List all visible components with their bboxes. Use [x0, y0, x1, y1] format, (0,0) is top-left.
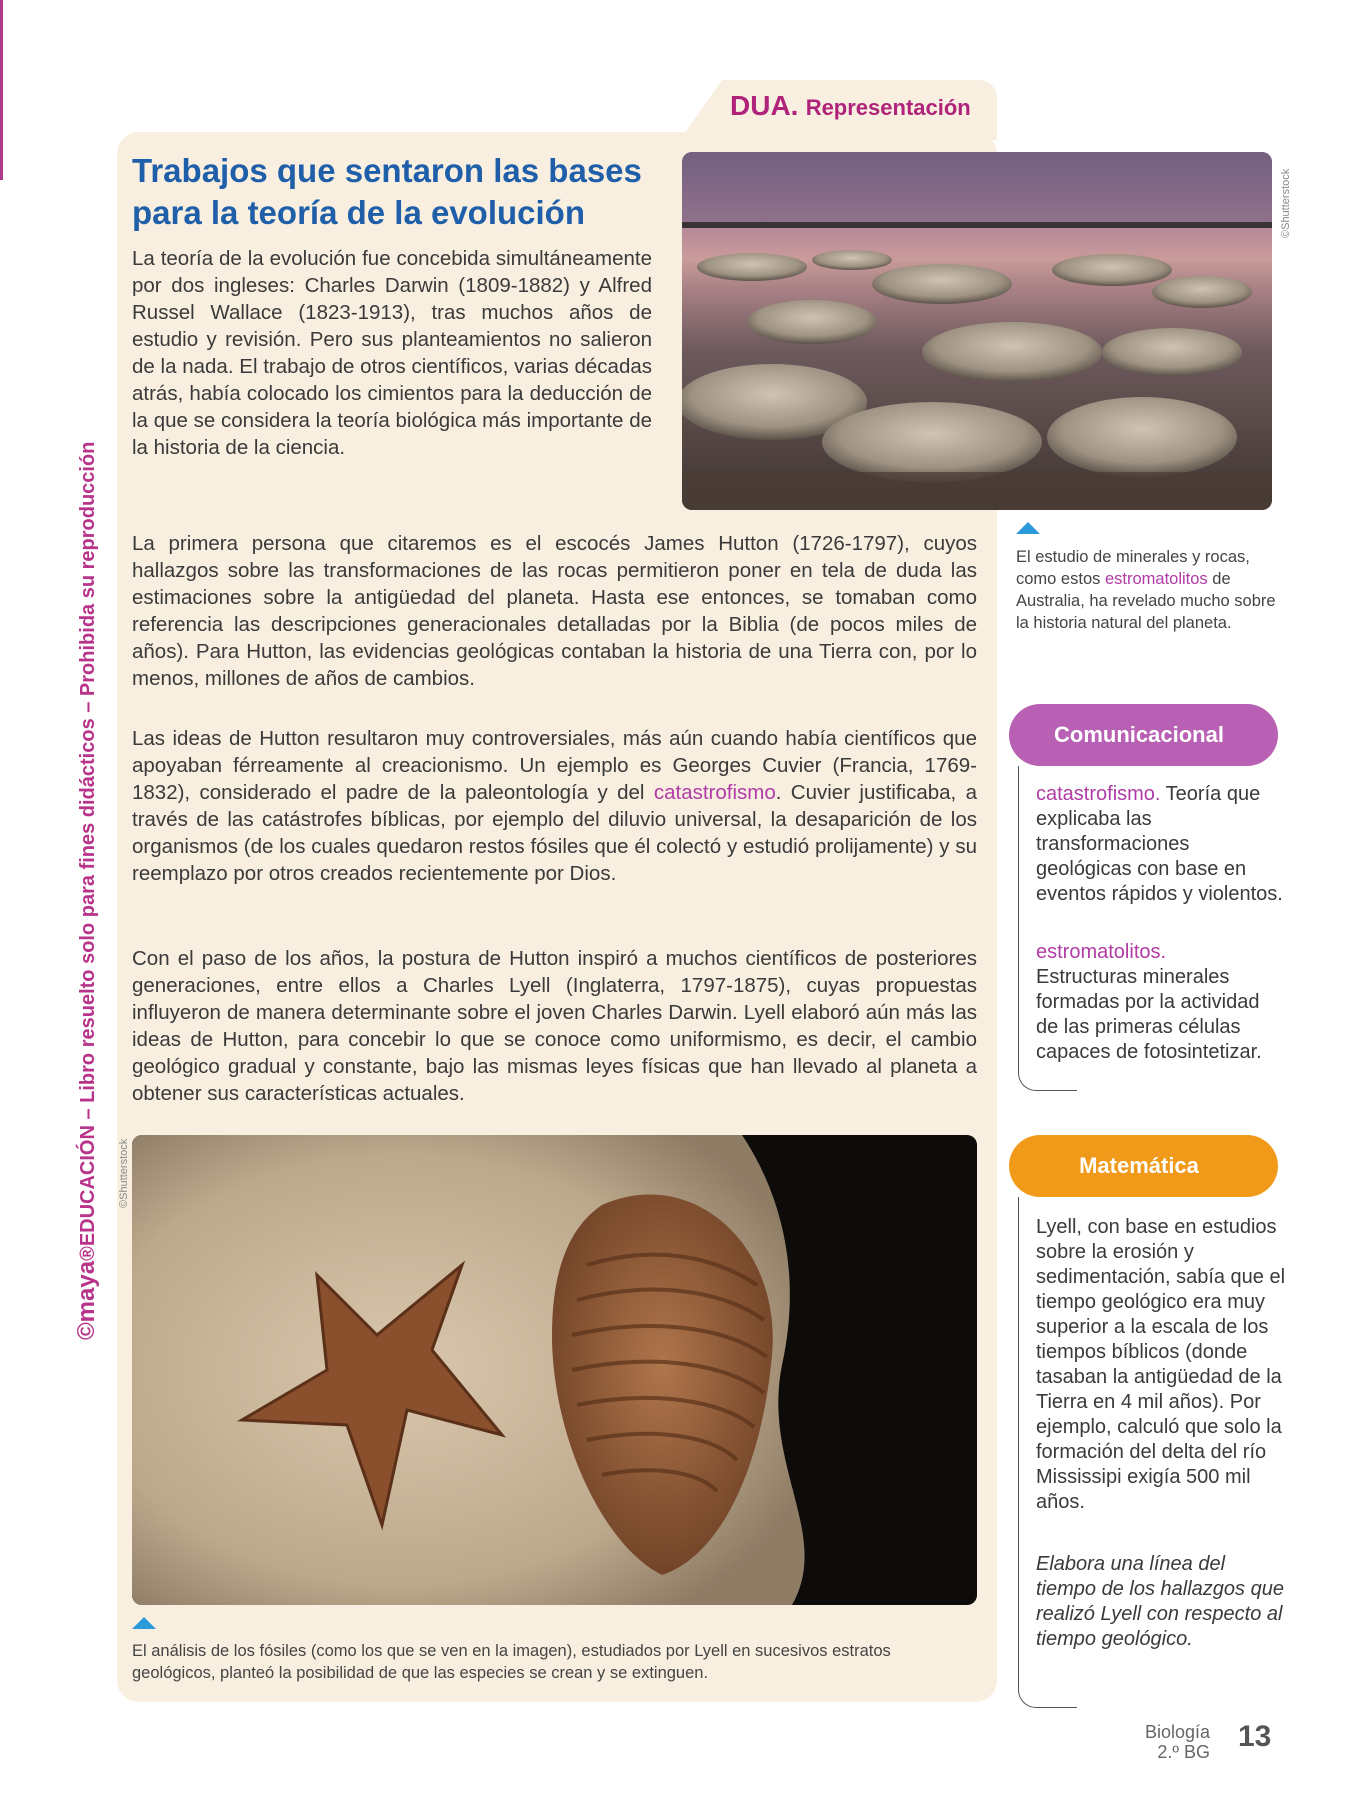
- stromatolites-photo: [682, 152, 1272, 510]
- footer-subject-name: Biología: [1144, 1722, 1210, 1742]
- dua-label-strong: DUA.: [730, 90, 799, 121]
- fossils-photo: [132, 1135, 977, 1605]
- glossary-def-estromatolitos: Estructuras minerales formadas por la actividad de las primeras células capaces de fotosintetizar.: [1036, 966, 1262, 1063]
- footer-subject: [1100, 1722, 1210, 1762]
- copyright-notice: [72, 441, 102, 1340]
- caption-triangle-icon: [1016, 522, 1040, 534]
- matematica-icon: [1000, 1135, 1048, 1197]
- glossary-term-estromatolitos: estromatolitos.: [1036, 941, 1167, 963]
- lake-caption-start: El estudio de minerales y rocas, como estos: [1016, 548, 1250, 588]
- paragraph-4: Con el paso de los años, la postura de Hutton inspiró a muchos científicos de posteriores generaciones, entre ellos a Charles Lyell (Inglaterra, 1797-1875), cuyas propuestas influyeron de manera determinante sobre el joven Charles Darwin. Lyell elaboró aún más las ideas de Hutton, para concebir lo que se conoce como uniformismo, es decir, el cambio geológico gradual y constante, bajo las mismas leyes físicas que han llevado al planeta a obtener sus características actuales.: [132, 947, 977, 1105]
- comunicacional-title: Comunicacional: [1054, 722, 1224, 747]
- glossary-catastrofismo: [1036, 782, 1286, 907]
- glossary-term-catastrofismo: catastrofismo.: [1036, 783, 1161, 805]
- comunicacional-icon: [1000, 704, 1048, 766]
- matematica-activity: Elabora una línea del tiempo de los hallazgos que realizó Lyell con respecto al tiempo geológico.: [1036, 1553, 1284, 1650]
- maya-brand: ©maya: [73, 1260, 100, 1340]
- lake-caption: [1016, 546, 1276, 634]
- lake-caption-end: de Australia, ha revelado mucho sobre la historia natural del planeta.: [1016, 570, 1276, 632]
- dua-label-text: Representación: [805, 95, 971, 120]
- footer-grade: 2.º BG: [1157, 1742, 1210, 1762]
- caption-triangle-icon: [132, 1617, 156, 1629]
- glossary-term-link: catastrofismo: [653, 781, 776, 804]
- paragraph-3: [132, 725, 977, 887]
- paragraph-3-start: Las ideas de Hutton resultaron muy controversiales, más aún cuando había científicos que apoyaban férreamente al creacionismo. Un ejemplo es Georges Cuvier (Francia, 1769-1832), considerado el padre de la paleontología y del: [132, 727, 977, 804]
- dua-label: [730, 90, 971, 122]
- paragraph-3-end: . Cuvier justificaba, a través de las catástrofes bíblicas, por ejemplo del diluvio universal, la desaparición de los organismos (de los cuales quedaron restos fósiles que él colectó y estudió prolijamente) y su reemplazo por otros creados recientemente por Dios.: [132, 781, 977, 885]
- fossil-photo-credit: ©Shutterstock: [118, 1138, 130, 1208]
- matematica-text: Lyell, con base en estudios sobre la erosión y sedimentación, sabía que el tiempo geológico era muy superior a la escala de los tiempos bíblicos (donde tasaban la antigüedad de la Tierra en 4 mil años). Por ejemplo, calculó que solo la formación del delta del río Mississipi exigía 500 mil años.: [1036, 1216, 1286, 1513]
- margin-accent-bar: [0, 0, 3, 180]
- page-number: 13: [1238, 1720, 1272, 1753]
- paragraph-2: La primera persona que citaremos es el escocés James Hutton (1726-1797), cuyos hallazgos sobre las transformaciones de las rocas permitieron poner en tela de duda las estimaciones sobre la antigüedad del planeta. Hasta ese entonces, se tomaban como referencia las descripciones generacionales detalladas por la Biblia (de pocos miles de años). Para Hutton, las evidencias geológicas contaban la historia de una Tierra con, por lo menos, millones de años de cambios.: [132, 532, 977, 690]
- lake-photo-credit: ©Shutterstock: [1280, 168, 1292, 238]
- copyright-text: ®EDUCACIÓN – Libro resuelto solo para fines didácticos – Prohibida su reproducción: [77, 441, 99, 1261]
- paragraph-1: La teoría de la evolución fue concebida simultáneamente por dos ingleses: Charles Darwin (1809-1882) y Alfred Russel Wallace (1823-1913), tras muchos años de estudio y revisión. Pero sus planteamientos no salieron de la nada. El trabajo de otros científicos, varias décadas atrás, había colocado los cimientos para la deducción de la que se considera la teoría biológica más importante de la historia de la ciencia.: [132, 247, 652, 459]
- glossary-estromatolitos: [1036, 940, 1286, 1065]
- article-title: Trabajos que sentaron las bases para la teoría de la evolución: [132, 152, 642, 231]
- matematica-title: Matemática: [1079, 1153, 1199, 1178]
- lake-caption-term: estromatolitos: [1104, 570, 1208, 588]
- fossil-caption: El análisis de los fósiles (como los que se ven en la imagen), estudiados por Lyell en sucesivos estratos geológicos, planteó la posibilidad de que las especies se crean y se extinguen.: [132, 1642, 891, 1682]
- glossary-def-catastrofismo: Teoría que explicaba las transformaciones geológicas con base en eventos rápidos y violentos.: [1036, 783, 1283, 905]
